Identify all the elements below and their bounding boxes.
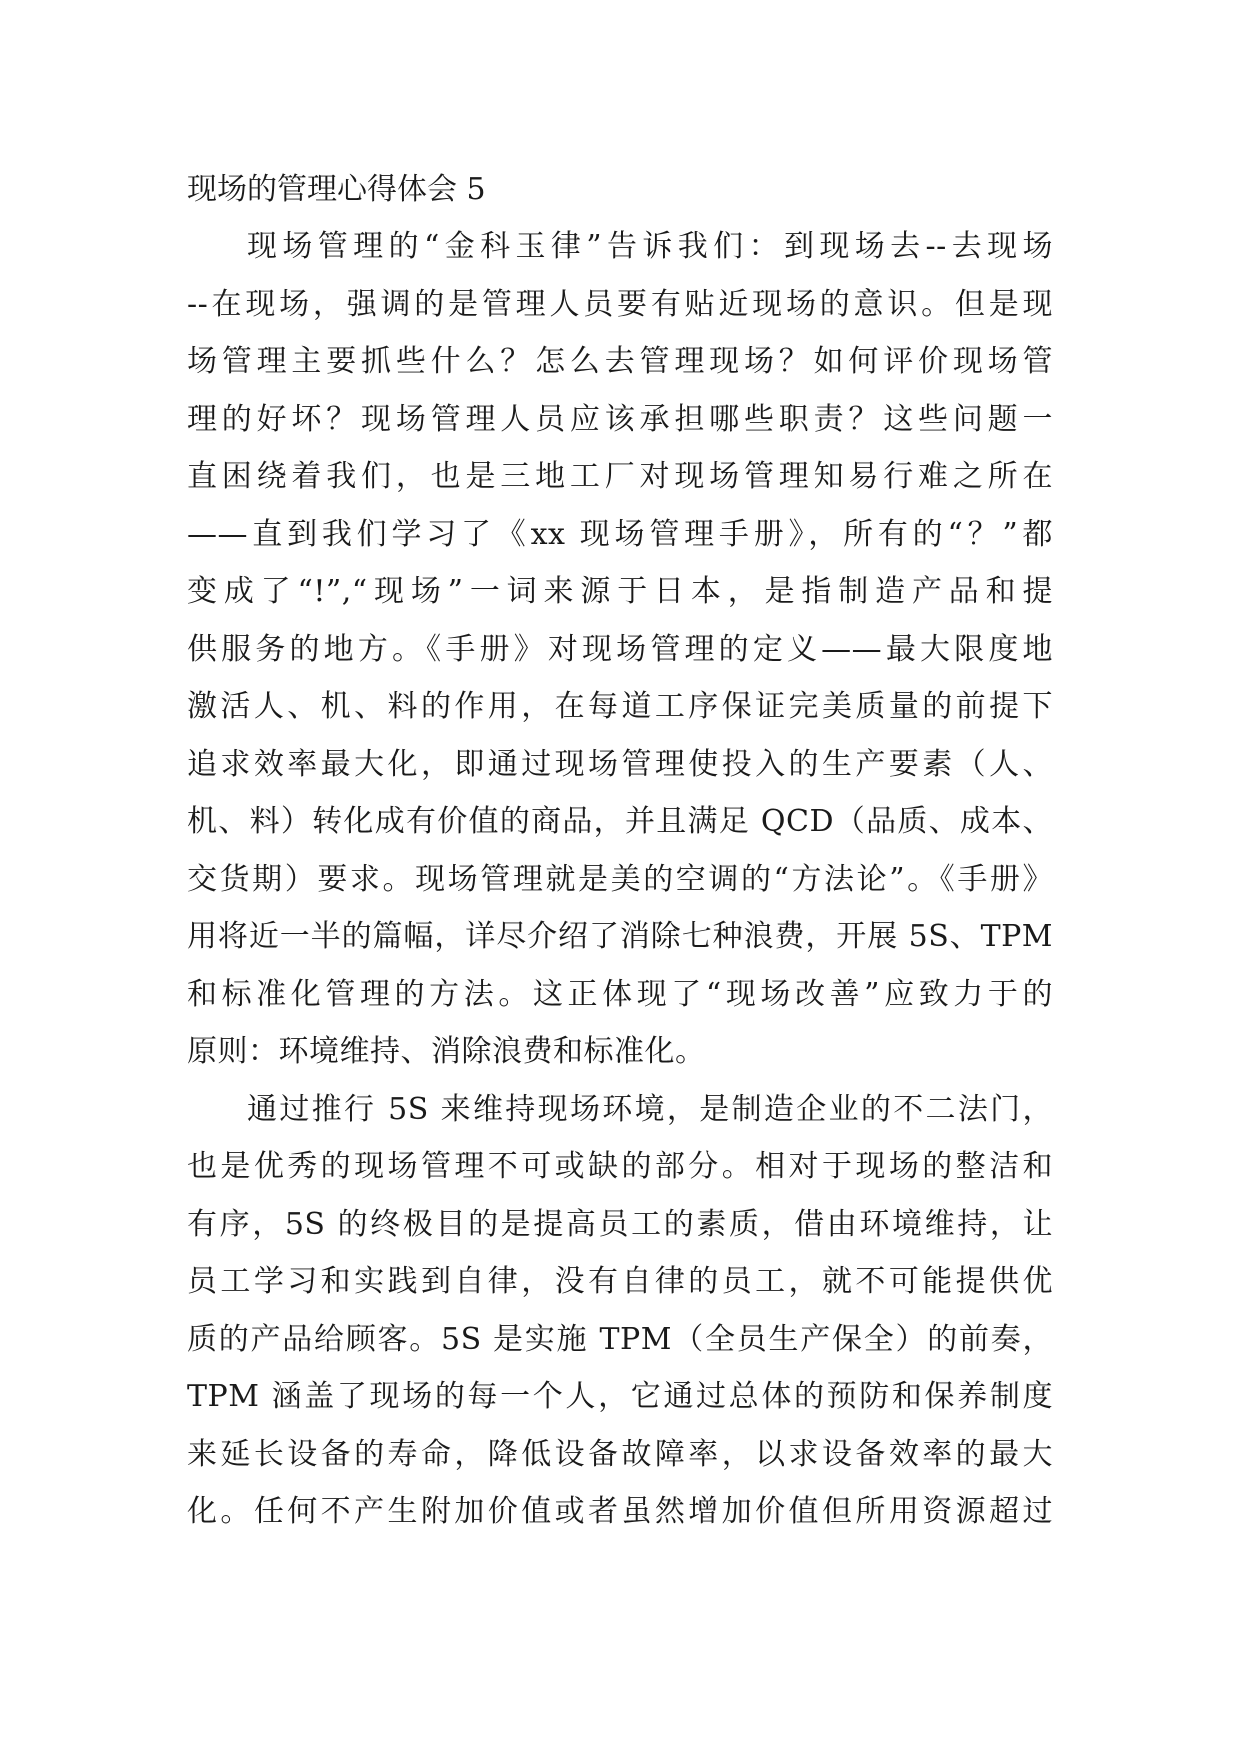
text-line: 变成了“!”,“现场”一词来源于日本，是指制造产品和提 <box>187 574 1053 609</box>
text-line: 机、料）转化成有价值的商品，并且满足 QCD（品质、成本、 <box>187 804 1053 839</box>
text-line: 交货期）要求。现场管理就是美的空调的“方法论”。《手册》 <box>187 861 1053 897</box>
text-line: 原则：环境维持、消除浪费和标准化。 <box>187 1034 706 1069</box>
paragraph-2 <box>187 1081 1053 1541</box>
text-line: 也是优秀的现场管理不可或缺的部分。相对于现场的整洁和 <box>187 1149 1053 1184</box>
text-line: 通过推行 5S 来维持现场环境，是制造企业的不二法门， <box>247 1091 1053 1127</box>
text-line: 和标准化管理的方法。这正体现了“现场改善”应致力于的 <box>187 976 1053 1012</box>
text-line: 场管理主要抓些什么？怎么去管理现场？如何评价现场管 <box>187 344 1053 379</box>
text-line: 激活人、机、料的作用，在每道工序保证完美质量的前提下 <box>187 689 1053 724</box>
text-line: 员工学习和实践到自律，没有自律的员工，就不可能提供优 <box>187 1264 1053 1299</box>
text-line: 用将近一半的篇幅，详尽介绍了消除七种浪费，开展 5S、TPM <box>187 919 1053 954</box>
text-line: 来延长设备的寿命，降低设备故障率，以求设备效率的最大 <box>187 1436 1053 1472</box>
text-line: TPM 涵盖了现场的每一个人，它通过总体的预防和保养制度 <box>187 1379 1053 1414</box>
text-line: 理的好坏？现场管理人员应该承担哪些职责？这些问题一 <box>187 401 1053 437</box>
text-line: 有序，5S 的终极目的是提高员工的素质，借由环境维持，让 <box>187 1206 1053 1242</box>
paragraph-1 <box>187 218 1053 1081</box>
text-line: 直困绕着我们，也是三地工厂对现场管理知易行难之所在 <box>187 459 1053 494</box>
text-line: --在现场，强调的是管理人员要有贴近现场的意识。但是现 <box>187 286 1053 322</box>
text-line: ——直到我们学习了《xx 现场管理手册》，所有的“？”都 <box>187 516 1053 552</box>
document-title: 现场的管理心得体会 5 <box>187 172 486 207</box>
text-line: 现场管理的“金科玉律”告诉我们：到现场去--去现场 <box>247 229 1053 264</box>
text-line: 化。任何不产生附加价值或者虽然增加价值但所用资源超过 <box>187 1494 1053 1529</box>
text-line: 质的产品给顾客。5S 是实施 TPM（全员生产保全）的前奏， <box>187 1321 1053 1357</box>
document-body <box>187 161 1053 1541</box>
text-line: 追求效率最大化，即通过现场管理使投入的生产要素（人、 <box>187 746 1053 782</box>
text-line: 供服务的地方。《手册》对现场管理的定义——最大限度地 <box>187 631 1053 667</box>
